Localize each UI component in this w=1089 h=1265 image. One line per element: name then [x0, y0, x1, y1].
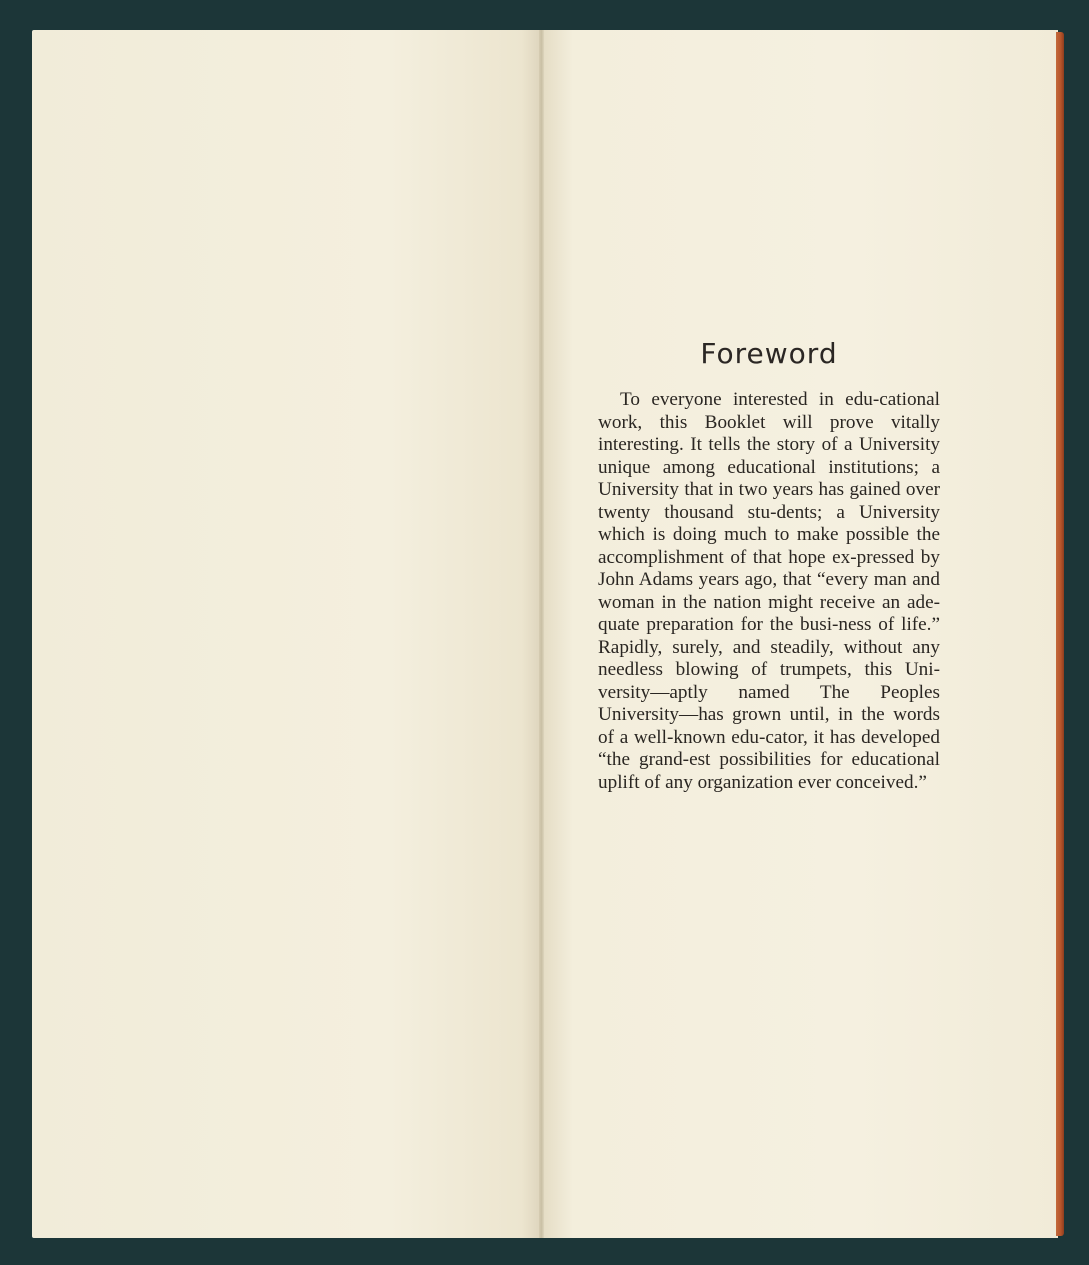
left-page-blank	[32, 30, 542, 1238]
cover-edge	[1056, 32, 1064, 1236]
foreword-section	[598, 337, 940, 794]
foreword-body: To everyone interested in edu-cational work, this Booklet will prove vitally interesting. It tells the story of a University unique among educational institutions; a University that in two years has gained over twenty thousand stu-dents; a University which is doing much to make possible the accomplishment of that hope ex-pressed by John Adams years ago, that “every man and woman in the nation might receive an ade-quate preparation for the busi-ness of life.” Rapidly, surely, and steadily, without any needless blowing of trumpets, this Uni-versity—aptly named The Peoples University—has grown until, in the words of a well-known edu-cator, it has developed “the grand-est possibilities for educational uplift of any organization ever conceived.”	[598, 389, 940, 793]
book-gutter	[539, 30, 544, 1238]
foreword-title: Foreword	[700, 337, 838, 370]
